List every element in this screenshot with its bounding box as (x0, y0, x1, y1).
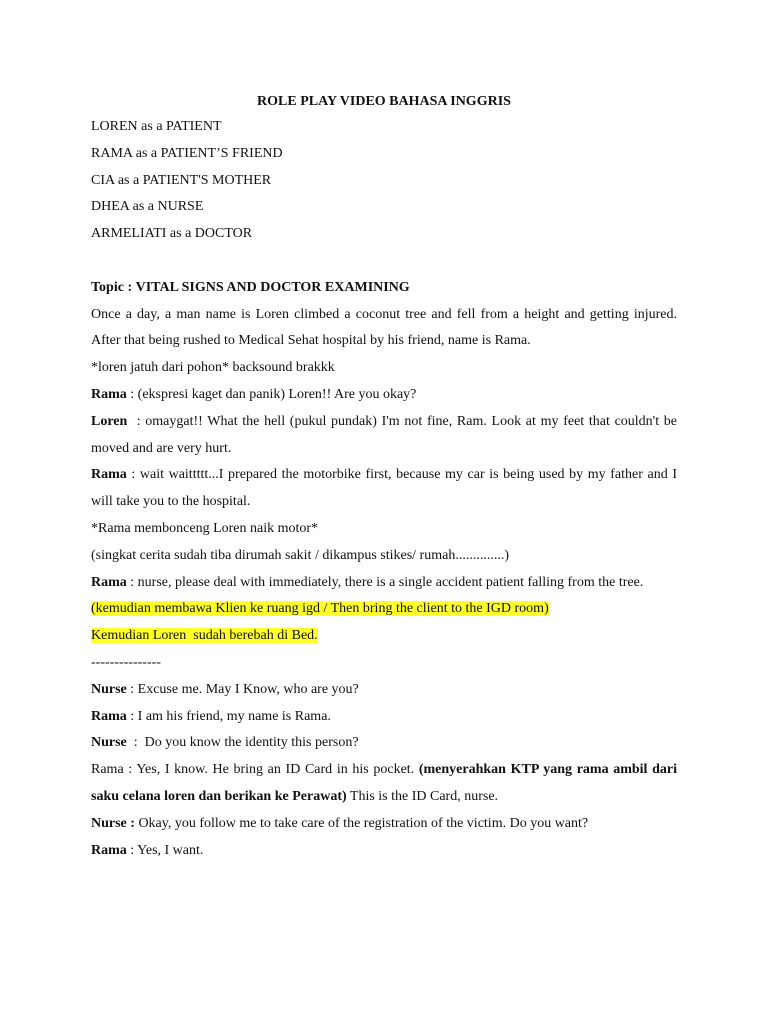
cast-line-rama: RAMA as a PATIENT’S FRIEND (91, 145, 283, 161)
dialogue-line (91, 382, 677, 409)
stage-direction: *loren jatuh dari pohon* backsound brakkk (91, 360, 335, 376)
stage-direction: *Rama membonceng Loren naik motor* (91, 520, 319, 536)
highlighted-direction (91, 596, 677, 623)
dialogue-line (91, 462, 677, 516)
dialogue-line (91, 730, 677, 757)
cast-line-cia: CIA as a PATIENT'S MOTHER (91, 172, 272, 188)
speaker-name: Rama (91, 574, 127, 590)
dialogue-text: This is the ID Card, nurse. (346, 788, 499, 804)
speaker-name: Rama (91, 708, 127, 724)
dialogue-text: : (ekspresi kaget dan panik) Loren!! Are you okay? (126, 386, 417, 402)
stage-direction-bold: (menyerahkan KTP yang rama ambil dari saku celana loren dan berikan ke Perawat) (91, 762, 677, 804)
dialogue-line (91, 757, 677, 811)
blank-line (91, 248, 677, 275)
highlighted-direction (91, 623, 677, 650)
dialogue-text: : Excuse me. May I Know, who are you? (126, 681, 359, 697)
dialogue-line (91, 704, 677, 731)
speaker-name: Rama (91, 467, 127, 483)
dialogue-text: : nurse, please deal with immediately, there is a single accident patient falling from the tree. (126, 574, 644, 590)
cast-line-dhea: DHEA as a NURSE (91, 199, 204, 215)
dialogue-text: : Yes, I want. (126, 842, 204, 858)
speaker-name: Nurse (91, 681, 127, 697)
dialogue-line (91, 409, 681, 463)
dialogue-line (91, 838, 677, 865)
document-title: ROLE PLAY VIDEO BAHASA INGGRIS (257, 94, 511, 109)
dialogue-text: Okay, you follow me to take care of the registration of the victim. Do you want? (134, 815, 589, 831)
speaker-name: Rama (91, 842, 127, 858)
topic-value: VITAL SIGNS AND DOCTOR EXAMINING (135, 279, 410, 295)
dialogue-text: : Do you know the identity this person? (126, 735, 359, 751)
dialogue-line (91, 570, 677, 597)
dialogue-text: : omaygat!! What the hell (pukul pundak) I'm not fine, Ram. Look at my feet that couldn't be moved and are very hurt. (91, 413, 681, 456)
highlight-text: Kemudian Loren sudah berebah di Bed. (91, 628, 318, 644)
highlight-text: (kemudian membawa Klien ke ruang igd / Then bring the client to the IGD room) (91, 601, 549, 617)
speaker-name: Nurse : (91, 815, 135, 831)
speaker-name: Nurse (91, 735, 127, 751)
topic-line (91, 275, 677, 302)
stage-direction: (singkat cerita sudah tiba dirumah sakit / dikampus stikes/ rumah..............) (91, 547, 509, 563)
dialogue-line (91, 677, 677, 704)
speaker-name: Loren (91, 413, 128, 429)
document-page (91, 92, 681, 864)
intro-paragraph: Once a day, a man name is Loren climbed a coconut tree and fell from a height and getting injured. After that being rushed to Medical Sehat hospital by his friend, name is Rama. (91, 306, 677, 349)
dialogue-text: : I am his friend, my name is Rama. (126, 708, 331, 724)
cast-line-loren: LOREN as a PATIENT (91, 119, 222, 134)
section-divider: --------------- (91, 654, 161, 670)
cast-line-armeliati: ARMELIATI as a DOCTOR (91, 226, 253, 242)
dialogue-line (91, 811, 677, 838)
topic-label: Topic : (91, 279, 133, 295)
dialogue-text: : wait waittttt...I prepared the motorbike first, because my car is being used by my father and I will take you to the hospital. (91, 467, 677, 510)
dialogue-text: Rama : Yes, I know. He bring an ID Card in his pocket. (91, 762, 419, 778)
speaker-name: Rama (91, 386, 127, 402)
